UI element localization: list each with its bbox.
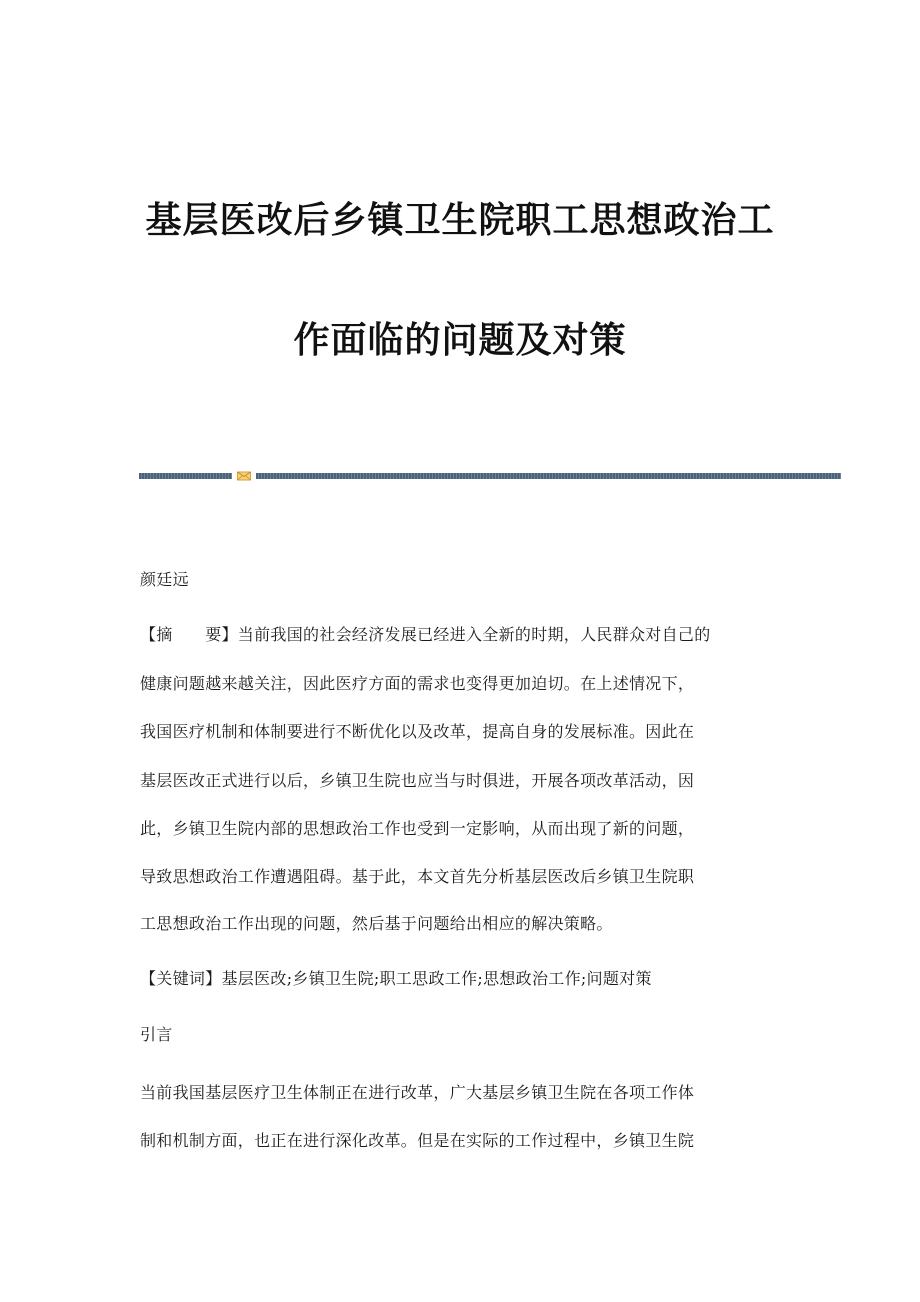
keywords-line: 【关键词】基层医改;乡镇卫生院;职工思政工作;思想政治工作;问题对策 [140, 969, 652, 988]
divider-bar-left [139, 473, 232, 479]
abstract-line: 工思想政治工作出现的问题，然后基于问题给出相应的解决策略。 [140, 914, 613, 933]
abstract-line: 我国医疗机制和体制要进行不断优化以及改革，提高自身的发展标准。因此在 [140, 722, 695, 741]
intro-heading: 引言 [140, 1025, 173, 1044]
divider-ornament-icon [237, 471, 251, 481]
title-divider [139, 471, 841, 481]
abstract-line: 此，乡镇卫生院内部的思想政治工作也受到一定影响，从而出现了新的问题， [140, 819, 695, 838]
abstract-line: 健康问题越来越关注，因此医疗方面的需求也变得更加迫切。在上述情况下， [140, 674, 695, 693]
title-line-2: 作面临的问题及对策 [293, 320, 627, 361]
author-name: 颜廷远 [140, 570, 189, 589]
abstract-line: 基层医改正式进行以后，乡镇卫生院也应当与时俱进，开展各项改革活动，因 [140, 771, 695, 790]
abstract-line: 导致思想政治工作遭遇阻碍。基于此，本文首先分析基层医改后乡镇卫生院职 [140, 867, 695, 886]
abstract-line: 【摘 要】当前我国的社会经济发展已经进入全新的时期，人民群众对自己的 [140, 625, 711, 644]
divider-bar-right [256, 473, 841, 479]
intro-line: 制和机制方面，也正在进行深化改革。但是在实际的工作过程中，乡镇卫生院 [140, 1131, 695, 1150]
title-line-1: 基层医改后乡镇卫生院职工思想政治工 [145, 200, 775, 241]
intro-line: 当前我国基层医疗卫生体制正在进行改革，广大基层乡镇卫生院在各项工作体 [140, 1083, 695, 1102]
